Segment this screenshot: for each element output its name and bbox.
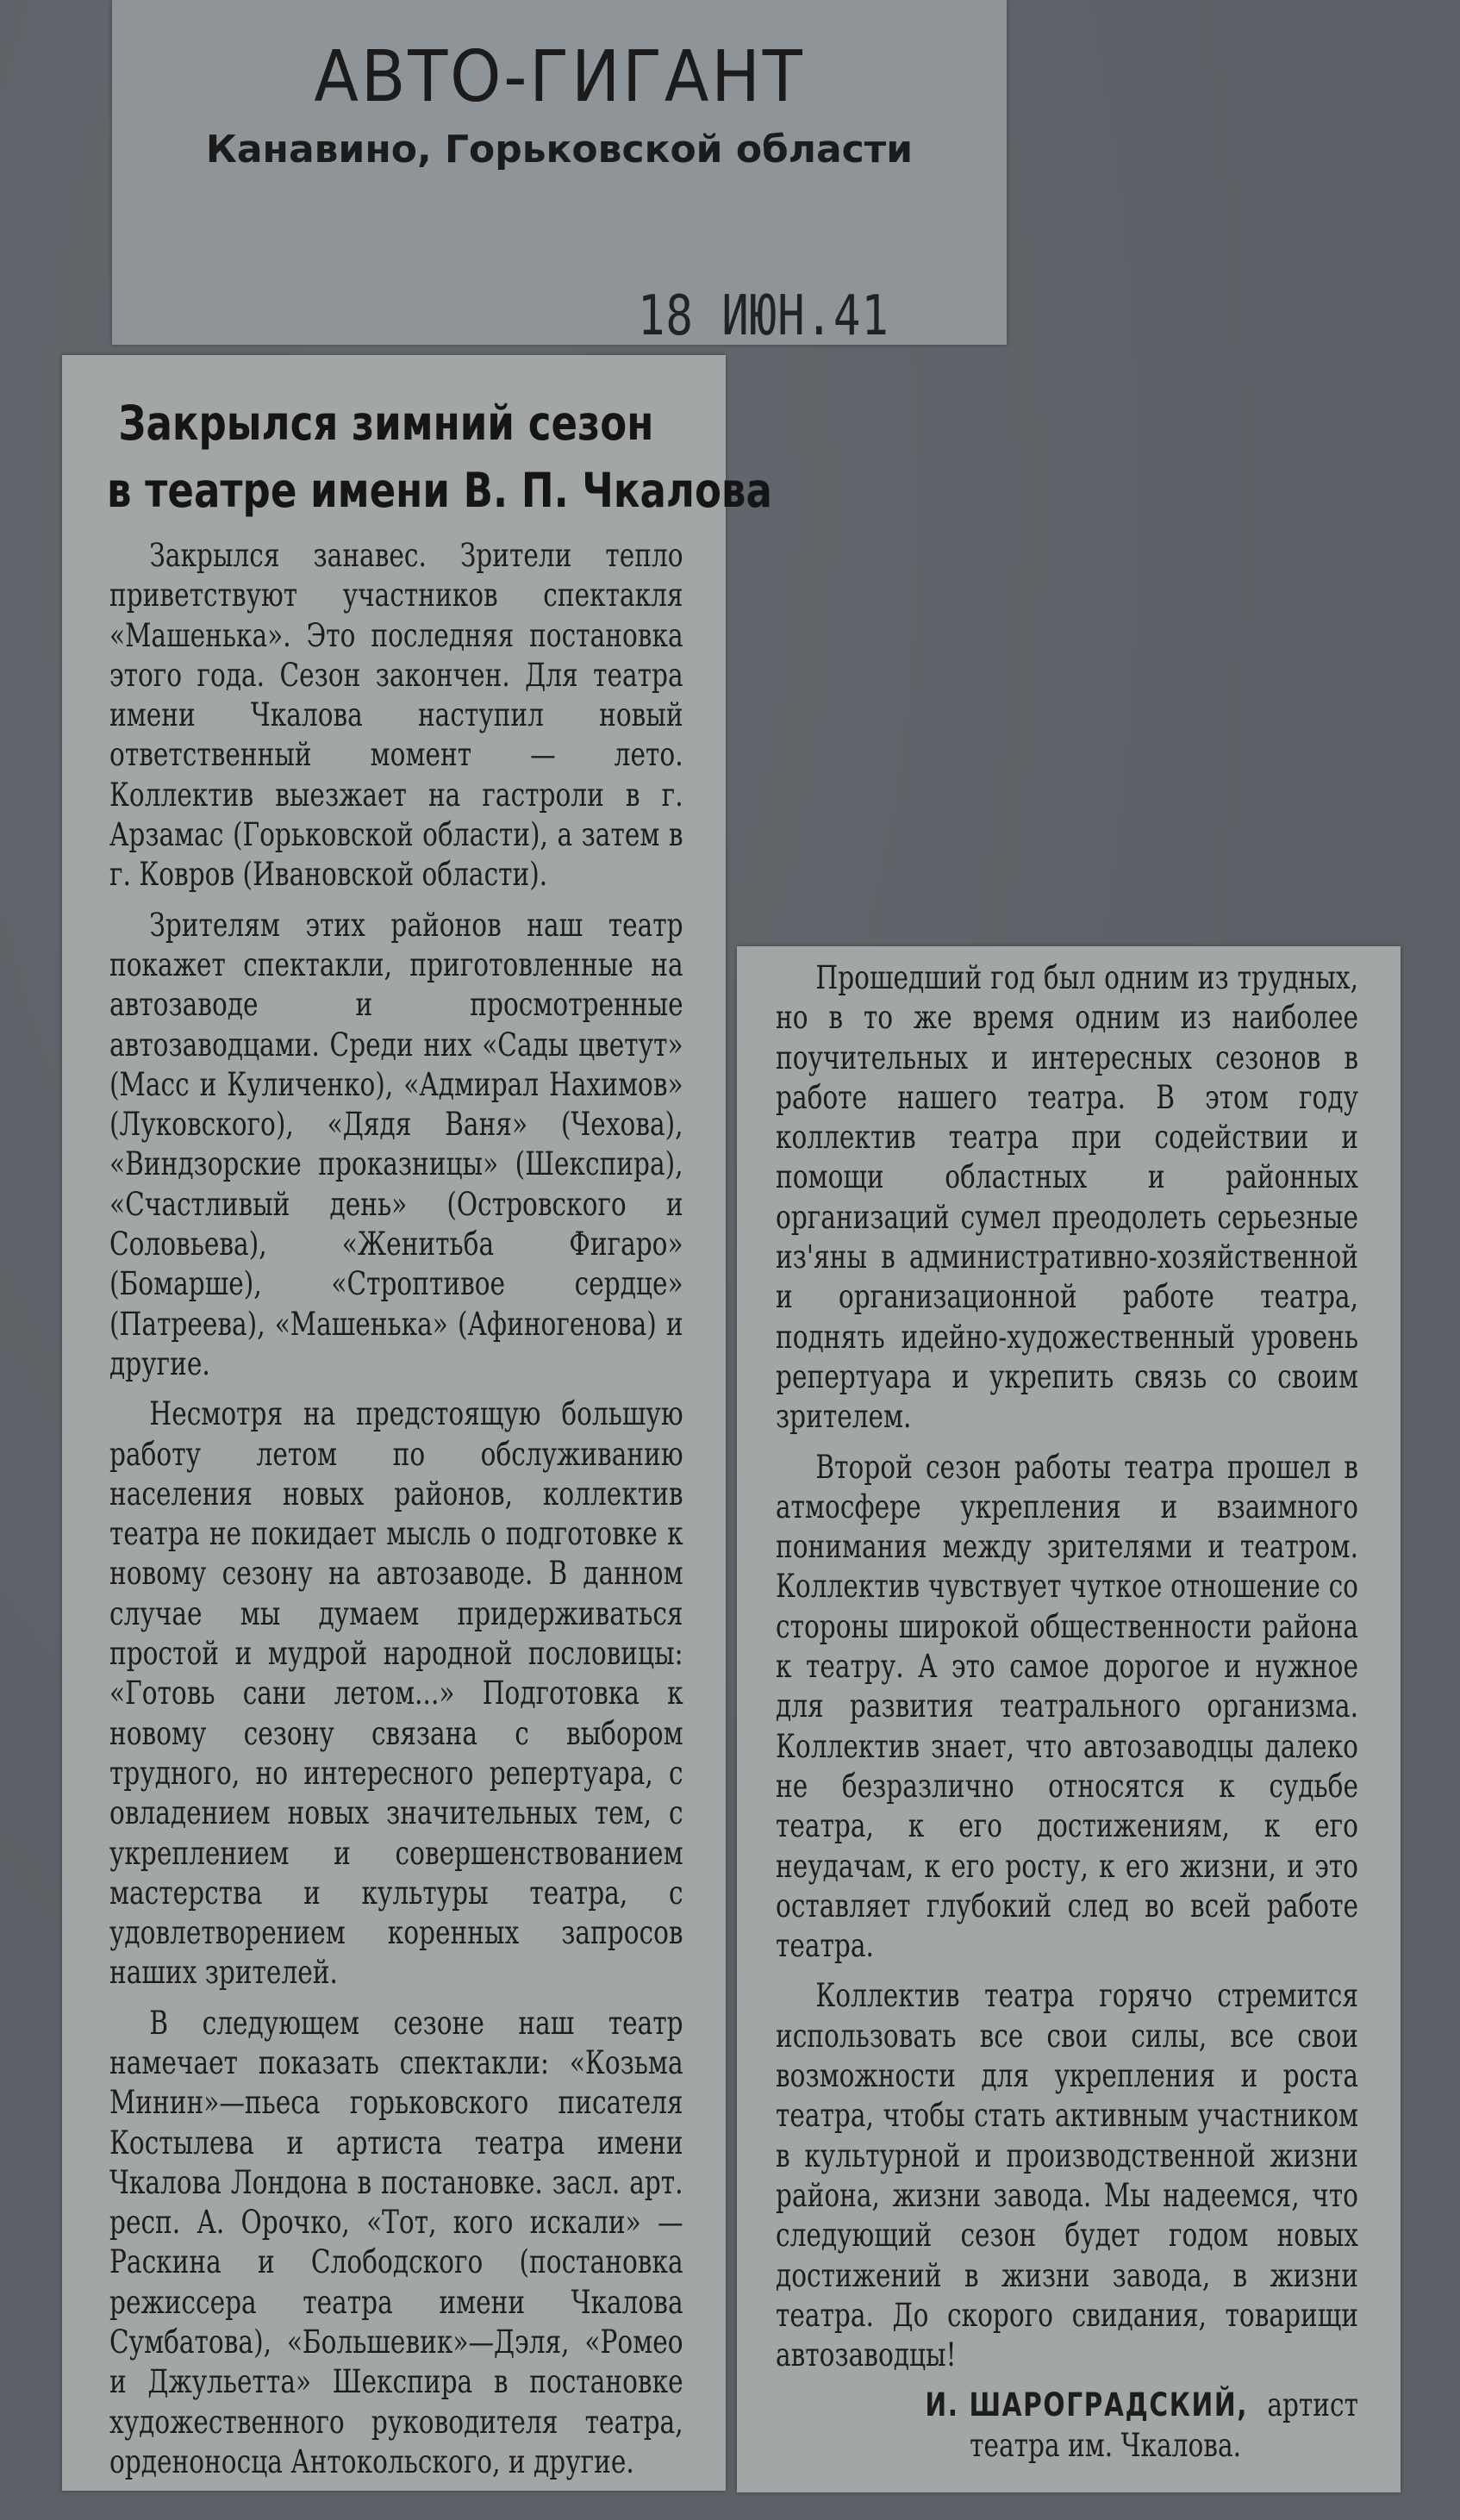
author-affiliation: театра им. Чкалова.	[970, 2426, 1241, 2464]
author-name: И. ШАРОГРАДСКИЙ,	[925, 2386, 1249, 2424]
newspaper-header-slip	[112, 0, 1007, 348]
author-signature	[776, 2386, 1358, 2466]
article-clipping-left	[62, 355, 772, 2491]
left-column	[109, 536, 683, 2492]
article-headline	[107, 390, 772, 524]
right-column	[776, 958, 1358, 2466]
newspaper-location: Канавино, Горьковской области	[205, 128, 914, 172]
headline-line-1: Закрылся зимний сезон	[118, 396, 654, 451]
paragraph: Коллектив театра горячо стремится использовать все свои силы, все свои возможности для укрепления и роста театра, чтобы стать активным участником в культурной и производственной жизни района, жизни завода. Мы надеемся, что следующий сезон будет годом новых достижений в жизни завода, в жизни театра. До скорого свидания, товарищи автозаводцы!	[776, 1977, 1358, 2374]
paragraph: Второй сезон работы театра прошел в атмосфере укрепления и взаимного понимания между зрителями и театром. Коллектив чувствует чуткое отношение со стороны широкой общественности района к театру. А это самое дорогое и нужное для развития театрального организма. Коллектив знает, что автозаводцы далеко не безразлично относятся к судьбе театра, к его достижениям, к его неудачам, к его росту, к его жизни, и это оставляет глубокий след во всей работе театра.	[776, 1448, 1358, 1965]
paragraph: Прошедший год был одним из трудных, но в то же время одним из наиболее поучительных и интересных сезонов в работе нашего театра. В этом году коллектив театра при содействии и помощи областных и районных организаций сумел преодолеть серьезные из'яны в административно-хозяйственной и организационной работе театра, поднять идейно-художественный уровень репертуара и укрепить связь со своим зрителем.	[776, 959, 1358, 1436]
paragraph: Несмотря на предстоящую большую работу летом по обслуживанию населения новых районов, коллектив театра не покидает мысль о подготовке к новому сезону на автозаводе. В данном случае мы думаем придерживаться простой и мудрой народной пословицы: «Готовь сани летом...» Подготовка к новому сезону связана с выбором трудного, но интересного репертуара, с овладением новых значительных тем, с укреплением и совершенствованием мастерства и культуры театра, с удовлетворением коренных запросов наших зрителей.	[109, 1395, 683, 1992]
article-clipping-right	[737, 946, 1401, 2492]
paragraph: Зрителям этих районов наш театр покажет спектакли, приготовленные на автозаводе и просмотренные автозаводцами. Среди них «Сады цветут» (Масс и Куличенко), «Адмирал Нахимов» (Луковского), «Дядя Ваня» (Чехова), «Виндзорские проказницы» (Шекспира), «Счастливый день» (Островского и Соловьева), «Женитьба Фигаро» (Бомарше), «Строптивое сердце» (Патреева), «Машенька» (Афиногенова) и другие.	[109, 906, 683, 1382]
paragraph: Закрылся занавес. Зрители тепло приветствуют участников спектакля «Машенька». Это последняя постановка этого года. Сезон закончен. Для театра имени Чкалова наступил новый ответственный момент — лето. Коллектив выезжает на гастроли в г. Арзамас (Горьковской области), а затем в г. Ковров (Ивановской области).	[109, 537, 683, 894]
headline-line-2: в театре имени В. П. Чкалова	[107, 463, 772, 518]
date-stamp: 18 ИЮН.41	[638, 284, 889, 348]
author-role: артист	[1267, 2386, 1358, 2424]
paragraph: В следующем сезоне наш театр намечает показать спектакли: «Козьма Минин»—пьеса горьковского писателя Костылева и артиста театра имени Чкалова Лондона в постановке. засл. арт. респ. А. Орочко, «Тот, кого искали» — Раскина и Слободского (постановка режиссера театра имени Чкалова Сумбатова), «Большевик»—Дэля, «Ромео и Джульетта» Шекспира в постановке художественного руководителя театра, орденоносца Антокольского, и другие.	[109, 2004, 683, 2480]
newspaper-title: АВТО-ГИГАНТ	[314, 36, 805, 118]
